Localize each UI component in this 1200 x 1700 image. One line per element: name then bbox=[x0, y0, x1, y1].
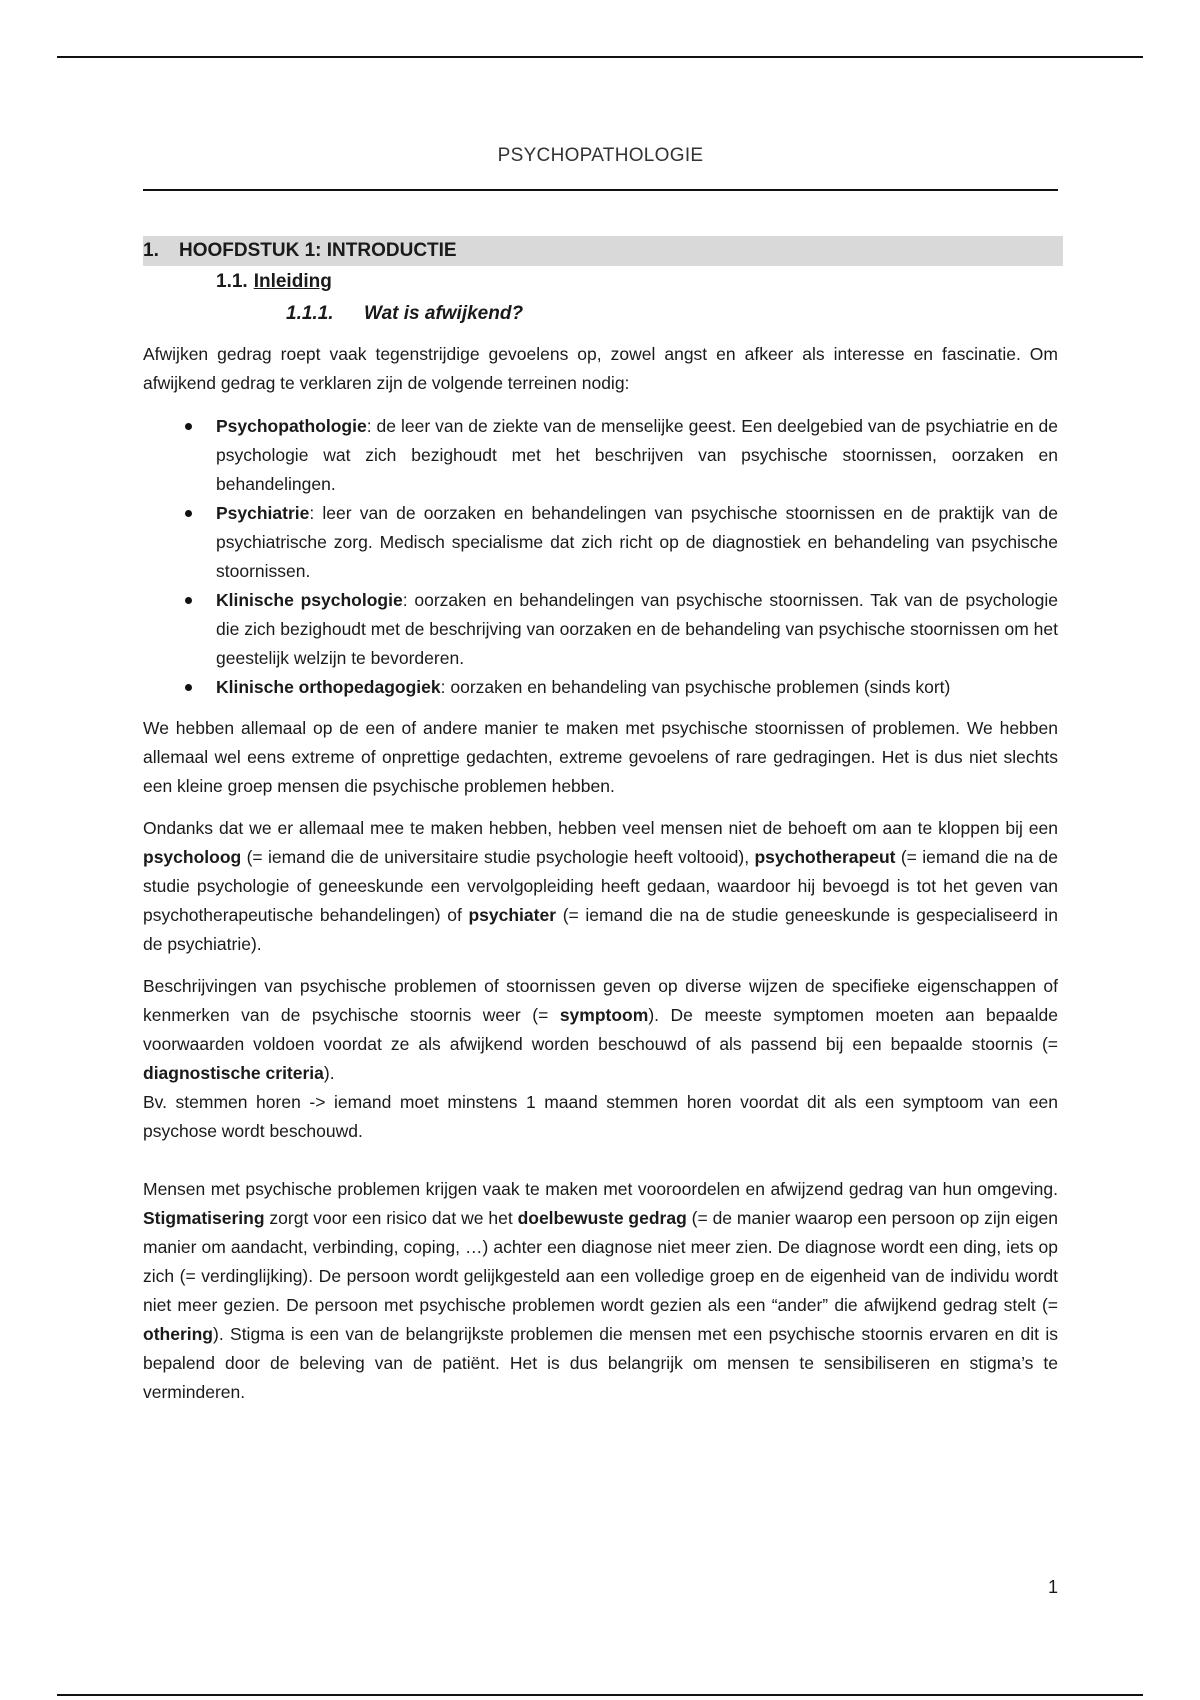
subsection-heading bbox=[143, 298, 1058, 330]
definition-text: : oorzaken en behandelingen van psychische stoornissen. Tak van de psychologie die zich bezighoudt met de beschrijving van oorzaken en de behandeling van psychische stoornissen om het geestelijk welzijn te bevorderen. bbox=[216, 590, 1058, 668]
bullet-icon bbox=[185, 423, 192, 430]
bold-term: Stigmatisering bbox=[143, 1208, 265, 1228]
document-body bbox=[143, 236, 1058, 1420]
example-paragraph: Bv. stemmen horen -> iemand moet minstens 1 maand stemmen horen voordat dit als een symptoom van een psychose wordt beschouwd. bbox=[143, 1092, 1058, 1141]
text-run: (= iemand die na de studie geneeskunde is gespecialiseerd in de psychiatrie). bbox=[143, 905, 1058, 954]
subsection-title: Wat is afwijkend? bbox=[364, 303, 524, 324]
section-title: Inleiding bbox=[253, 271, 332, 292]
intro-paragraph: Afwijken gedrag roept vaak tegenstrijdige gevoelens op, zowel angst en afkeer als interesse en fascinatie. Om afwijkend gedrag te verklaren zijn de volgende terreinen nodig: bbox=[143, 344, 1058, 393]
text-run: Mensen met psychische problemen krijgen vaak te maken met vooroordelen en afwijzend gedrag van hun omgeving. bbox=[143, 1179, 1058, 1199]
subsection-number: 1.1.1. bbox=[286, 303, 334, 324]
bold-term: doelbewuste gedrag bbox=[517, 1208, 687, 1228]
text-run: ). bbox=[323, 1063, 335, 1083]
chapter-number: 1. bbox=[143, 240, 159, 261]
running-header: PSYCHOPATHOLOGIE bbox=[497, 145, 704, 166]
text-run: Ondanks dat we er allemaal mee te maken hebben, hebben veel mensen niet de behoeft om aan te kloppen bij een bbox=[143, 818, 1058, 838]
chapter-heading bbox=[143, 236, 1063, 266]
bold-term: othering bbox=[143, 1324, 213, 1344]
definition-text: : leer van de oorzaken en behandelingen van psychische stoornissen en de praktijk van de psychiatrische zorg. Medisch specialisme dat zich richt op de diagnostiek en behandeling van psychische stoornissen. bbox=[216, 503, 1058, 581]
definition-term: Klinische psychologie bbox=[216, 590, 403, 610]
bold-term: psychotherapeut bbox=[754, 847, 896, 867]
text-run: zorgt voor een risico dat we het bbox=[264, 1208, 518, 1228]
bullet-icon bbox=[185, 597, 192, 604]
section-number: 1.1. bbox=[216, 271, 248, 292]
definition-text: : de leer van de ziekte van de menselijke geest. Een deelgebied van de psychiatrie en de psychologie wat zich bezighoudt met het beschrijven van psychische stoornissen, oorzaken en behandelingen. bbox=[216, 416, 1058, 494]
list-item bbox=[143, 673, 1058, 702]
list-item bbox=[143, 412, 1058, 499]
definition-text: : oorzaken en behandeling van psychische problemen (sinds kort) bbox=[440, 677, 951, 697]
bold-term: symptoom bbox=[559, 1005, 649, 1025]
paragraph: We hebben allemaal op de een of andere manier te maken met psychische stoornissen of problemen. We hebben allemaal wel eens extreme of onprettige gedachten, extreme gevoelens of rare gedragingen. Het is dus niet slechts een kleine groep mensen die psychische problemen hebben. bbox=[143, 718, 1058, 796]
header-rule bbox=[143, 189, 1058, 191]
page-top-rule bbox=[57, 56, 1143, 58]
bold-term: diagnostische criteria bbox=[143, 1063, 324, 1083]
bullet-icon bbox=[185, 510, 192, 517]
definition-term: Psychopathologie bbox=[216, 416, 367, 436]
page-bottom-rule bbox=[57, 1694, 1143, 1696]
page-number: 1 bbox=[1047, 1577, 1058, 1597]
bold-term: psycholoog bbox=[143, 847, 242, 867]
text-run: (= de manier waarop een persoon op zijn eigen manier om aandacht, verbinding, coping, …) achter een diagnose niet meer zien. De diagnose wordt een ding, iets op zich (= verdinglijking). De persoon wordt gelijkgesteld aan een volledige groep en de eigenheid van de individu wordt niet meer gezien. De persoon met psychische problemen wordt gezien als een “ander” die afwijkend gedrag stelt (= bbox=[143, 1208, 1059, 1315]
list-item bbox=[143, 499, 1058, 586]
text-run: ). De meeste symptomen moeten aan bepaalde voorwaarden voldoen voordat ze als afwijkend worden beschouwd of als passend bij een bepaalde stoornis (= bbox=[143, 1005, 1059, 1054]
paragraph bbox=[143, 1175, 1058, 1407]
text-run: (= iemand die na de studie psychologie of geneeskunde een vervolgopleiding heeft gedaan, waardoor hij bevoegd is tot het geven van psychotherapeutische behandelingen) of bbox=[143, 847, 1058, 925]
paragraph bbox=[143, 972, 1058, 1088]
paragraph bbox=[143, 814, 1058, 959]
chapter-title: HOOFDSTUK 1: INTRODUCTIE bbox=[179, 240, 457, 261]
bullet-icon bbox=[185, 684, 192, 691]
bold-term: psychiater bbox=[468, 905, 557, 925]
section-heading bbox=[143, 266, 1058, 298]
definition-list bbox=[143, 412, 1058, 702]
text-run: (= iemand die de universitaire studie psychologie heeft voltooid), bbox=[241, 847, 755, 867]
text-run: Beschrijvingen van psychische problemen of stoornissen geven op diverse wijzen de specifieke eigenschappen of kenmerken van de psychische stoornis weer (= bbox=[143, 976, 1058, 1025]
definition-term: Klinische orthopedagogiek bbox=[216, 677, 441, 697]
text-run: ). Stigma is een van de belangrijkste problemen die mensen met een psychische stoornis ervaren en dit is bepalend door de beleving van de patiënt. Het is dus belangrijk om mensen te sensibiliseren en stigma’s te verminderen. bbox=[143, 1324, 1058, 1402]
definition-term: Psychiatrie bbox=[216, 503, 310, 523]
list-item bbox=[143, 586, 1058, 673]
